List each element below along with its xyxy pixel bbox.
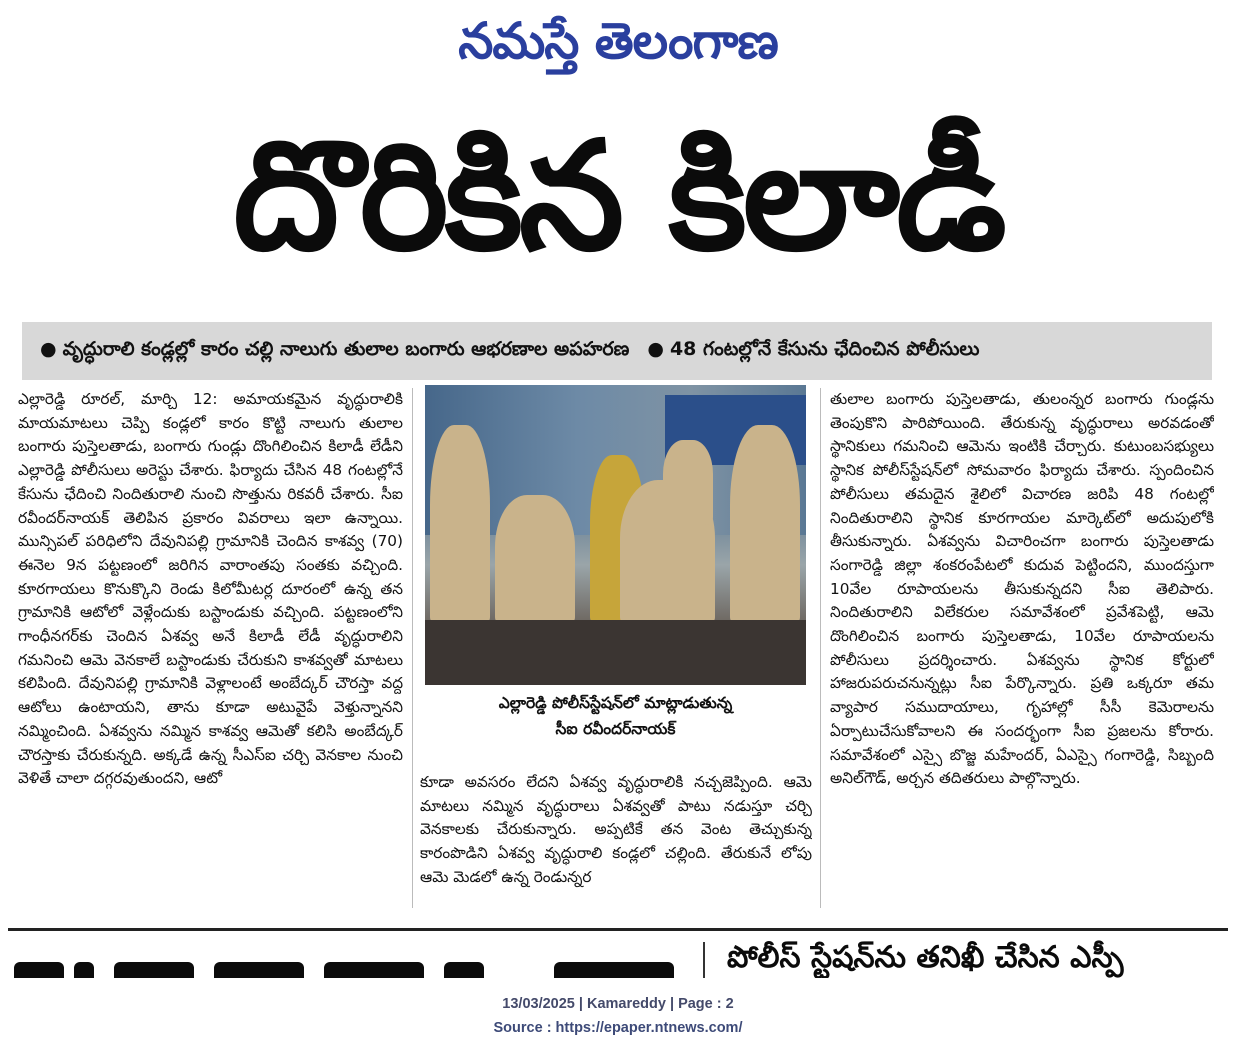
story-separator — [8, 928, 1228, 931]
subheadline-1: ● వృద్ధురాలి కండ్లల్లో కారం చల్లి నాలుగు తులాల బంగారు ఆభరణాల అపహరణ — [40, 337, 630, 360]
next-story-divider — [703, 942, 705, 978]
masthead-logo: నమస్తే తెలంగాణ — [458, 12, 778, 70]
next-story-left-cropped-headline — [14, 956, 694, 978]
article-column-1: ఎల్లారెడ్డి రూరల్, మార్చి 12: అమాయకమైన వృద్ధురాలికి మాయమాటలు చెప్పి కండ్లలో కారం కొట్టి నాలుగు తులాల బంగారు పుస్తెలతాడు, బంగారు గుండ్లు దొంగిలించిన కిలాడీ లేడీని ఎల్లారెడ్డి పోలీసులు అరెస్టు చేశారు. ఫిర్యాదు చేసిన 48 గంటల్లోనే కేసును ఛేదించి నిందితురాలి నుంచి సొత్తును రికవరీ చేశారు. సీఐ రవీందర్‌నాయక్ తెలిపిన ప్రకారం వివరాలు ఇలా ఉన్నాయి. మున్సిపల్ పరిధిలోని దేవునిపల్లి గ్రామానికి చెందిన కాశవ్వ (70) ఈనెల 9న పట్టణంలో జరిగిన వారాంతపు సంతకు వచ్చింది. కూరగాయలు కొనుక్కొని రెండు కిలోమీటర్ల దూరంలో ఉన్న తన గ్రామానికి ఆటోలో వెళ్లేందుకు బస్టాండుకు వచ్చింది. పట్టణంలోని గాంధీనగర్‌కు చెందిన ఏశవ్వ అనే కిలాడీ లేడీ వృద్ధురాలిని గమనించి ఆమె వెనకాలే బస్టాండుకు చేరుకుని కాశవ్వతో మాటలు కలిపింది. దేవునిపల్లి గ్రామానికి వెళ్లాలంటే అంబేద్కర్ చౌరస్తా వద్ద ఆటోలు ఉంటాయని, తాను కూడా అటువైపే వెళ్తున్నానని నమ్మించింది. ఏశవ్వను నమ్మిన కాశవ్వ ఆమెతో కలిసి అంబేద్కర్ చౌరస్తాకు చేరుకున్నది. అక్కడే ఉన్న సీఎస్‌ఐ చర్చి వెనకాల నుంచి వెళితే చాలా దగ్గరవుతుందని, ఆటో — [18, 390, 403, 788]
subheadline-1-text: వృద్ధురాలి కండ్లల్లో కారం చల్లి నాలుగు తులాల బంగారు ఆభరణాల అపహరణ — [62, 337, 630, 360]
photo-caption-line-1: ఎల్లారెడ్డి పోలీస్‌స్టేషన్‌లో మాట్లాడుతున్న — [498, 694, 733, 712]
page-headline: దొరికిన కిలాడీ — [233, 110, 1003, 284]
photo-caption-line-2: సీఐ రవీందర్‌నాయక్ — [555, 720, 676, 738]
article-column-2: కూడా అవసరం లేదని ఏశవ్వ వృద్ధురాలికి నచ్చజెప్పింది. ఆమె మాటలు నమ్మిన వృద్ధురాలు ఏశవ్వతో పాటు నడుస్తూ చర్చి వెనకాలకు చేరుకున్నారు. అప్పటికే తన వెంట తెచ్చుకున్న కారంపొడిని ఏశవ్వ వృద్ధురాలి కండ్లలో చల్లింది. తేరుకునే లోపు ఆమె మెడలో ఉన్న రెండున్నర — [420, 773, 812, 886]
subheadline-2: ● 48 గంటల్లోనే కేసును ఛేదించిన పోలీసులు — [647, 337, 980, 360]
photo-table — [425, 620, 806, 685]
footer-source-link[interactable]: Source : https://epaper.ntnews.com/ — [493, 1020, 743, 1036]
next-story-right-headline: పోలీస్ స్టేషన్‌ను తనిఖీ చేసిన ఎస్పీ — [727, 940, 1124, 975]
article-column-3: తులాల బంగారు పుస్తెలతాడు, తులంన్నర బంగారు గుండ్లను తెంపుకొని పారిపోయింది. తేరుకున్న వృద్ధురాలు అరవడంతో స్థానికులు గమనించి ఆమెను ఇంటికి చేర్చారు. కుటుంబసభ్యులు స్థానిక పోలీస్‌స్టేషన్‌లో సోమవారం ఫిర్యాదు చేశారు. స్పందించిన పోలీసులు తమదైన శైలిలో విచారణ జరిపి 48 గంటల్లో నిందితురాలిని స్థానిక కూరగాయల మార్కెట్‌లో అదుపులోకి తీసుకున్నారు. ఏశవ్వను విచారించగా బంగారు పుస్తెలతాడు సంగారెడ్డి జిల్లా శంకరంపేటలో కుదువ పెట్టిందని, ముందస్తుగా 10వేల రూపాయలను తీసుకున్నదని సీఐ తెలిపారు. నిందితురాలిని విలేకరుల సమావేశంలో ప్రవేశపెట్టి, ఆమె దొంగిలించిన బంగారు పుస్తెలతాడు, 10వేల రూపాయలను పోలీసులు ప్రదర్శించారు. ఏశవ్వను స్థానిక కోర్టులో హాజరుపరుచనున్నట్లు సీఐ పేర్కొన్నారు. ప్రతి ఒక్కరూ తమ వ్యాపార సముదాయాలు, గృహాల్లో సీసీ కెమెరాలను ఏర్పాటుచేసుకోవాలని ఈ సందర్భంగా సీఐ ప్రజలను కోరారు. సమావేశంలో ఎస్సై బొజ్జ మహేందర్, ఏఎస్సై గంగారెడ్డి, సిబ్బంది అనిల్‌గౌడ్, అర్చన తదితరులు పాల్గొన్నారు. — [830, 390, 1214, 788]
subheadline-bar — [22, 322, 1212, 380]
photo-officer — [730, 425, 800, 625]
photo-officer — [663, 440, 713, 525]
news-photo — [425, 385, 806, 685]
photo-officer — [430, 425, 490, 625]
page-footer — [0, 992, 1236, 1040]
column-divider — [820, 388, 821, 908]
footer-date-line: 13/03/2025 | Kamareddy | Page : 2 — [502, 996, 734, 1012]
photo-caption — [425, 690, 806, 750]
photo-officer — [495, 495, 575, 625]
subheadline-2-text: 48 గంటల్లోనే కేసును ఛేదించిన పోలీసులు — [669, 337, 980, 360]
column-divider — [412, 388, 413, 908]
